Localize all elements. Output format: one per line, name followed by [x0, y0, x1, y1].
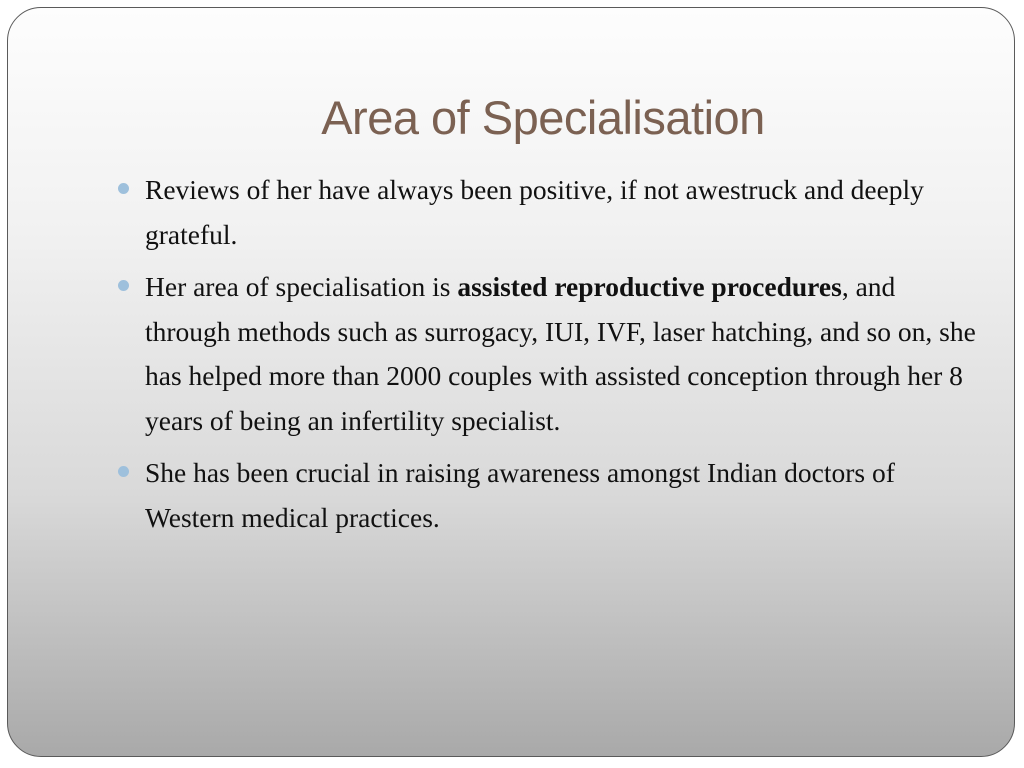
slide	[7, 7, 1015, 757]
bullet-item-reviews	[118, 168, 978, 257]
bullet-dot-icon	[118, 466, 129, 477]
bullet-dot-icon	[118, 280, 129, 291]
bullet-item-awareness	[118, 451, 978, 540]
bullet-text-after: , and through methods such as surrogacy, IUI, IVF, laser hatching, and so on, she has helped more than 2000 couples with assisted conception through her 8 years of being an infertility specialist.	[145, 271, 976, 436]
slide-title: Area of Specialisation	[321, 91, 765, 144]
bullet-text-before: Her area of specialisation is	[145, 271, 458, 302]
bullet-text: She has been crucial in raising awareness amongst Indian doctors of Western medical practices.	[145, 457, 895, 533]
bullet-list	[118, 168, 978, 548]
bullet-text-bold: assisted reproductive procedures	[457, 271, 842, 302]
bullet-dot-icon	[118, 183, 129, 194]
bullet-item-specialisation	[118, 265, 978, 443]
bullet-text: Reviews of her have always been positive, if not awestruck and deeply grateful.	[145, 174, 924, 250]
